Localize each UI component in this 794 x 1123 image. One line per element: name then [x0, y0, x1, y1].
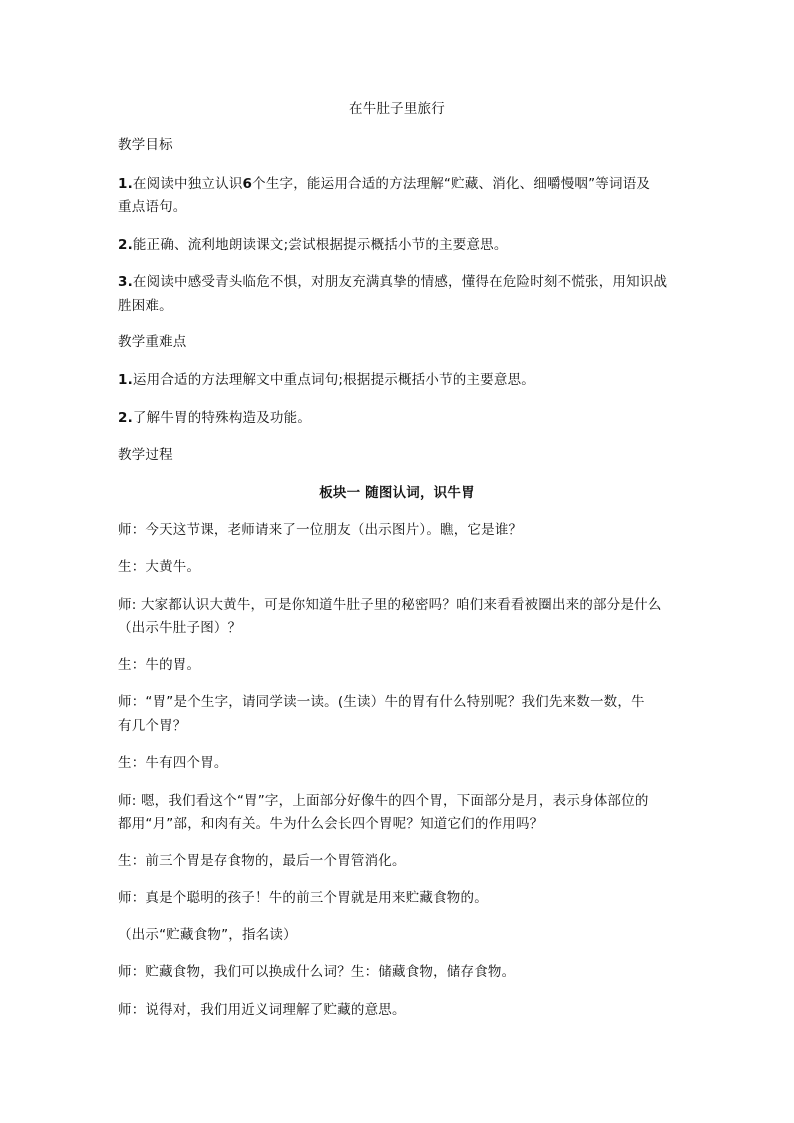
paragraph-7-line-2: 都用“月”部，和肉有关。牛为什么会长四个胃呢？知道它们的作用吗？: [118, 816, 544, 832]
paragraph-7-line-1: 师: 嗯，我们看这个“胃”字，上面部分好像牛的四个胃，下面部分是月，表示身体部位的: [118, 793, 649, 809]
paragraph-9: 师：真是个聪明的孩子！牛的前三个胃就是用来贮藏食物的。: [118, 890, 488, 906]
goal-3-text-a: 在阅读中感受青头临危不惧，对朋友充满真挚的情感，懂得在危险时刻不慌张，用知识战: [132, 274, 668, 290]
difficulty-1-number: 1.: [118, 372, 133, 388]
paragraph-2: 生：大黄牛。: [118, 559, 201, 575]
document-title: 在牛肚子里旅行: [349, 101, 445, 117]
goal-1-text-b: 个生字，能运用合适的方法理解“贮藏、消化、细嚼慢咽”等词语及: [252, 176, 651, 192]
goal-2-text: 能正确、流利地朗读课文;尝试根据提示概括小节的主要意思。: [132, 237, 508, 253]
goal-3-number: 3.: [118, 274, 133, 290]
paragraph-4: 生：牛的胃。: [118, 657, 201, 673]
difficulty-1: [118, 368, 684, 393]
paragraph-10: （出示“贮藏食物”，指名读）: [118, 927, 297, 943]
paragraph-1: 师：今天这节课，老师请来了一位朋友（出示图片）。瞧，它是谁？: [118, 522, 523, 538]
goal-3-line-2: 胜困难。: [118, 298, 173, 314]
goal-3-line-1: [118, 270, 684, 295]
paragraph-3-line-2: （出示牛肚子图）？: [118, 620, 242, 636]
difficulty-2-text: 了解牛胃的特殊构造及功能。: [132, 410, 312, 426]
process-heading: 教学过程: [118, 447, 173, 463]
paragraph-5-line-2: 有几个胃？: [118, 718, 187, 734]
goal-1-line-2: 重点语句。: [118, 199, 187, 215]
goal-1-line-1: [118, 172, 684, 197]
goal-1-number: 1.: [118, 176, 133, 192]
goals-heading: 教学目标: [118, 137, 173, 153]
difficulty-1-text: 运用合适的方法理解文中重点词句;根据提示概括小节的主要意思。: [132, 372, 535, 388]
difficulty-heading: 教学重难点: [118, 334, 187, 350]
paragraph-5-line-1: 师：“胃”是个生字，请同学读一读。(生读）牛的胃有什么特别呢？我们先来数一数，牛: [118, 694, 645, 710]
goal-2: [118, 233, 684, 258]
block-1-heading: 板块一 随图认词，识牛胃: [319, 485, 475, 501]
goal-2-number: 2.: [118, 237, 133, 253]
goal-1-six: 6: [242, 176, 253, 192]
paragraph-8: 生：前三个胃是存食物的，最后一个胃管消化。: [118, 853, 406, 869]
paragraph-11: 师：贮藏食物，我们可以换成什么词？生：储藏食物，储存食物。: [118, 964, 516, 980]
difficulty-2: [118, 406, 684, 431]
goal-1-text-a: 在阅读中独立认识: [132, 176, 243, 192]
paragraph-12: 师：说得对，我们用近义词理解了贮藏的意思。: [118, 1002, 406, 1018]
difficulty-2-number: 2.: [118, 410, 133, 426]
paragraph-6: 生：牛有四个胃。: [118, 755, 228, 771]
paragraph-3-line-1: 师: 大家都认识大黄牛，可是你知道牛肚子里的秘密吗？咱们来看看被圈出来的部分是什么: [118, 597, 662, 613]
